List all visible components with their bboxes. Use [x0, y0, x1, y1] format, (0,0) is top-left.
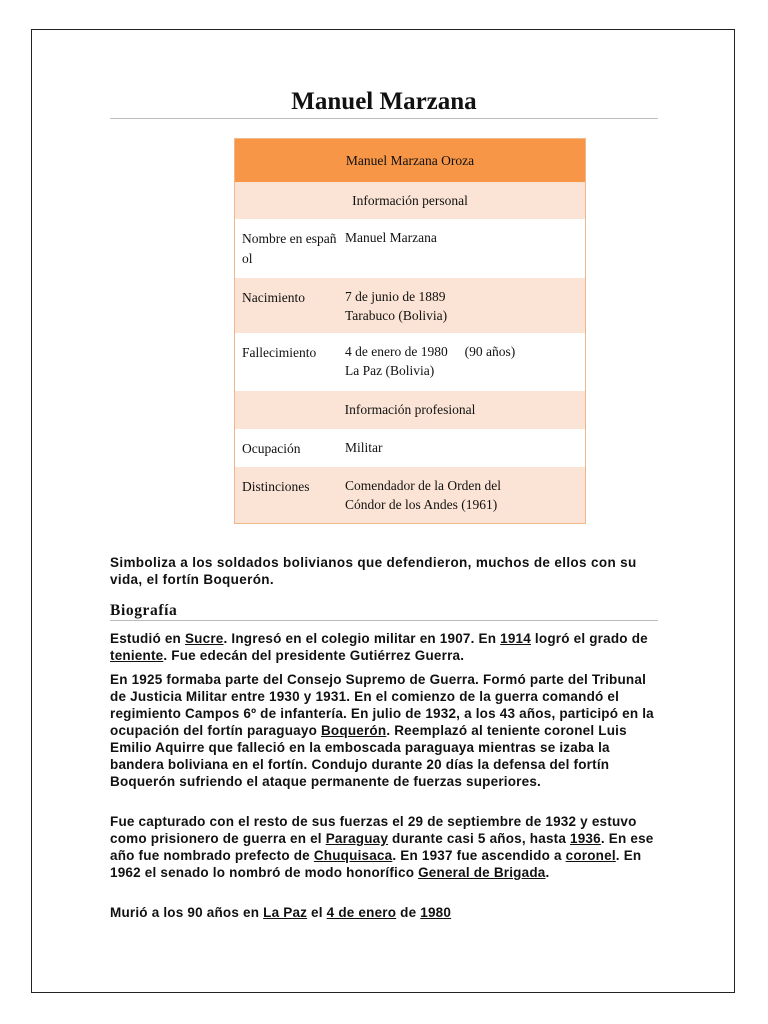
infobox-header — [235, 139, 585, 182]
bio-paragraph-2: En 1925 formaba parte del Consejo Supremo de Guerra. Formó parte del Tribunal de Justicia Militar entre 1930 y 1931. En el comienzo de la guerra comandó el regimiento Campos 6º de infantería. En julio de 1932, a los 43 años, participó en la ocupación del fortín paraguayo Boquerón. Reemplazó al teniente coronel Luis Emilio Aquirre que falleció en la emboscada paraguaya mientras se izaba la bandera boliviana en el fortín. Condujo durante 20 días la defensa del fortín Boquerón sufriendo el ataque permanente de fuerzas superiores. — [110, 672, 654, 789]
infobox-section-personal — [235, 182, 585, 219]
infobox-label: Ocupación — [242, 441, 301, 456]
infobox-value: Manuel Marzana — [345, 230, 437, 245]
infobox-value: 4 de enero de 1980 (90 años) La Paz (Bolivia) — [345, 344, 516, 378]
document-page — [31, 29, 735, 993]
infobox-label: Distinciones — [242, 479, 310, 494]
link-teniente[interactable]: teniente — [110, 648, 164, 663]
infobox — [234, 138, 586, 524]
infobox-value: Militar — [345, 440, 383, 455]
link-coronel[interactable]: coronel — [565, 848, 616, 863]
bio-paragraph-1: Estudió en Sucre. Ingresó en el colegio militar en 1907. En 1914 logró el grado de teniente. Fue edecán del presidente Gutiérrez Guerra. — [110, 631, 648, 663]
link-boqueron[interactable]: Boquerón — [320, 723, 387, 738]
infobox-section-label: Información personal — [352, 192, 468, 208]
infobox-row-nombre — [235, 219, 585, 278]
link-chuquisaca[interactable]: Chuquisaca — [313, 848, 393, 863]
infobox-row-nacimiento — [235, 278, 585, 333]
infobox-value: 7 de junio de 1889 Tarabuco (Bolivia) — [345, 289, 448, 323]
infobox-row-fallecimiento — [235, 333, 585, 391]
link-1936[interactable]: 1936 — [570, 831, 601, 846]
section-divider — [110, 620, 658, 621]
link-4-de-enero[interactable]: 4 de enero — [326, 905, 397, 920]
infobox-label: Nombre en español — [242, 231, 337, 266]
link-1914[interactable]: 1914 — [500, 631, 531, 646]
page-title: Manuel Marzana — [291, 88, 477, 115]
infobox-section-professional — [235, 391, 585, 429]
infobox-header-text: Manuel Marzana Oroza — [345, 152, 475, 168]
link-1980[interactable]: 1980 — [420, 905, 452, 920]
bio-paragraph-4: Murió a los 90 años en La Paz el 4 de enero de 1980 — [110, 905, 452, 920]
title-divider — [110, 118, 658, 119]
intro-paragraph: Simboliza a los soldados bolivianos que defendieron, muchos de ellos con su vida, el fortín Boquerón. — [110, 555, 637, 587]
link-la-paz[interactable]: La Paz — [263, 905, 308, 920]
infobox-section-label: Información profesional — [344, 402, 476, 417]
infobox-value: Comendador de la Orden del Cóndor de los Andes (1961) — [345, 478, 501, 512]
section-heading-biografia: Biografía — [110, 602, 178, 619]
infobox-row-ocupacion — [235, 429, 585, 467]
infobox-label: Fallecimiento — [242, 345, 317, 360]
link-paraguay[interactable]: Paraguay — [325, 831, 389, 846]
link-sucre[interactable]: Sucre — [184, 631, 224, 646]
bio-paragraph-3: Fue capturado con el resto de sus fuerzas el 29 de septiembre de 1932 y estuvo como prisionero de guerra en el Paraguay durante casi 5 años, hasta 1936. En ese año fue nombrado prefecto de Chuquisaca. En 1937 fue ascendido a coronel. En 1962 el senado lo nombró de modo honorífico General de Brigada. — [110, 814, 654, 880]
link-general-de-brigada[interactable]: General de Brigada — [418, 865, 546, 880]
infobox-label: Nacimiento — [242, 290, 305, 305]
infobox-row-distinciones — [235, 467, 585, 523]
